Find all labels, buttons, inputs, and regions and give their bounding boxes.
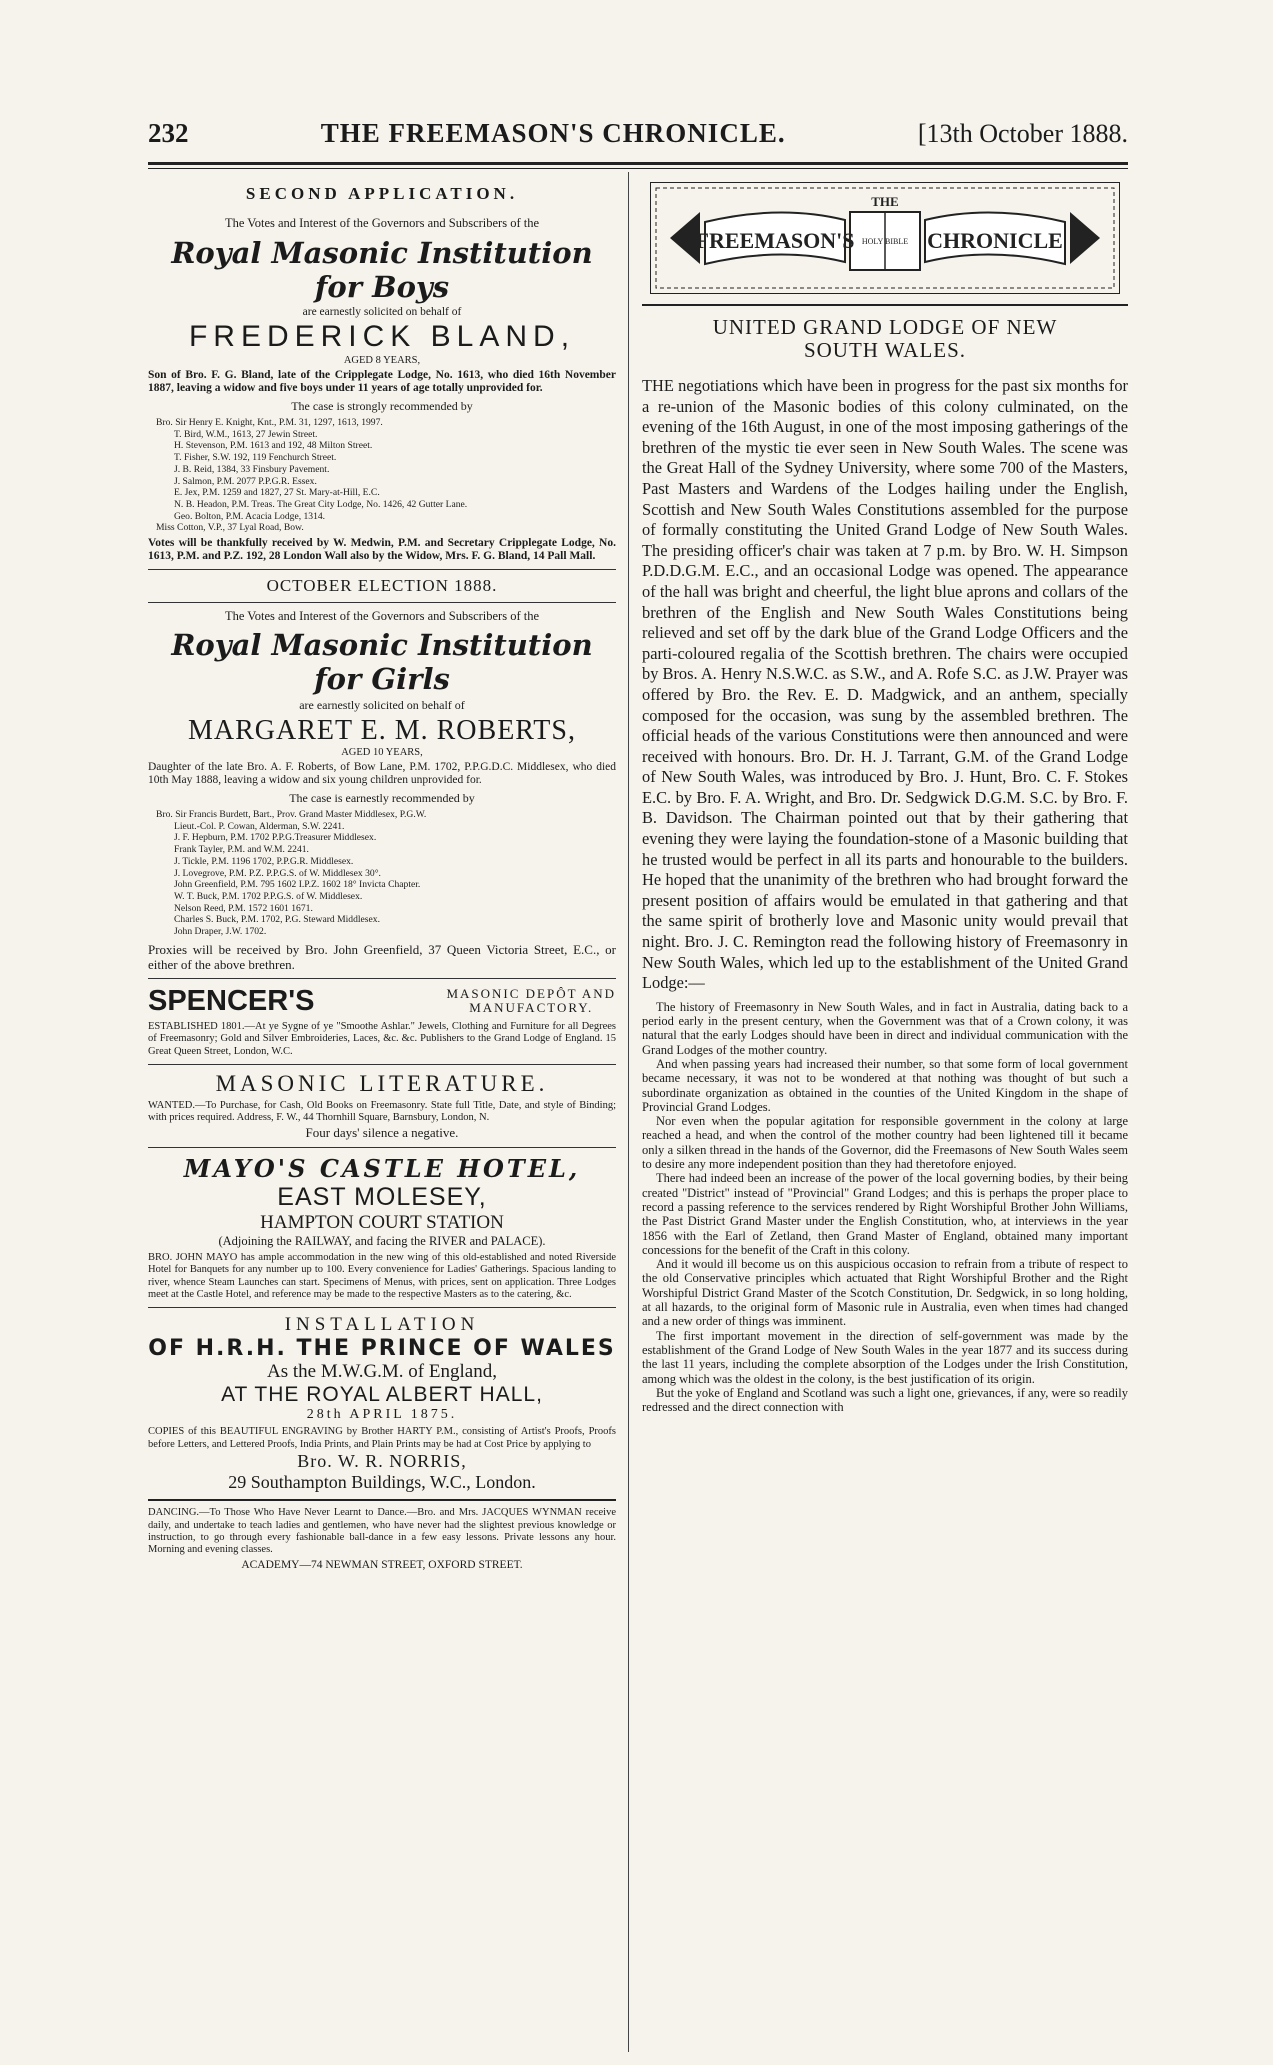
article-paragraph: There had indeed been an increase of the power of the local governing bodies, by their being created "District" instead of "Provincial" Grand Lodges; and this is perhaps the proper place to record a passing reference to the services rendered by Right Worshipful Brother John Williams, the Past District Grand Master under the English Constitution, who, at interviews in the year 1856 with the Earl of Zetland, then Grand Master of England, obtained many important concessions for the benefit of the Craft in this colony. (642, 1171, 1128, 1257)
ad-heading: SECOND APPLICATION. (245, 184, 519, 203)
hotel-name: MAYO'S CASTLE HOTEL, (183, 1153, 581, 1183)
ad-heading: OCTOBER ELECTION 1888. (266, 576, 498, 596)
article-paragraph: The history of Freemasonry in New South Wales, and in fact in Australia, dating back to a period early in the present century, when the Government was that of a Crown colony, it was natural that the early Lodges should have been in direct and individual communication with the Grand Lodges of the mother country. (642, 999, 1128, 1057)
spencers-body: ESTABLISHED 1801.—At ye Sygne of ye "Smoothe Ashlar." Jewels, Clothing and Furniture for all Degrees of Freemasonry; Gold and Silver Embroideries, Laces, &c. &c. Publishers to the Grand Lodge of England. 15 Great Queen Street, London, W.C. (148, 1020, 616, 1057)
article-united-grand-lodge (642, 316, 1128, 1414)
article-history (642, 1000, 1128, 1415)
list-item: J. F. Hepburn, P.M. 1702 P.P.G.Treasurer Middlesex. (174, 832, 377, 844)
hotel-station: HAMPTON COURT STATION (260, 1211, 504, 1233)
candidate-age: AGED 10 YEARS, (341, 747, 423, 759)
article-paragraph-lead: THE negotiations which have been in progress for the past six months for a re-union of the Masonic bodies of this colony culminated, on the evening of the 16th August, in one of the most imposing gatherings of the brethren of the mystic tie ever seen in New South Wales. The scene was the Great Hall of the Sydney University, where some 700 of the Masters, Past Masters and Wardens of the Lodges hailing under the English, Scottish and New South Wales Constitutions assembled for the purpose of formally constituting the United Grand Lodge of New South Wales. The presiding officer's chair was taken at 7 p.m. by Bro. W. H. Simpson P.D.D.G.M. E.C., and an occasional Lodge was opened. The appearance of the hall was bright and cheerful, the light blue aprons and collars of the brethren of the English and New South Wales Constitutions being relieved and set off by the dark blue of the Grand Lodge Officers and the parti-coloured regalia of the Scottish brethren. The chairs were occupied by Bros. A. Henry N.S.W.C. as S.W., and A. Rofe S.C. as J.W. Prayer was offered by Bro. the Rev. E. D. Madgwick, and an anthem, specially composed for the occasion, was sung by the assembled brethren. The official heads of the various Constitutions were then announced and were received with honours. Bro. Dr. H. J. Tarrant, G.M. of the Grand Lodge of New South Wales, was introduced by Bro. J. Hunt, Bro. C. F. Stokes E.C. by Bro. F. A. Wright, and Bro. Dr. Sedgwick D.G.M. S.C. by Bro. F. B. Davidson. The Chairman pointed out that by their gathering that evening they were laying the foundation-stone of a Masonic building that he trusted would be perfect in all its parts and honourable to the builders. He hoped that the unanimity of the brethren who had brought forward the present position of affairs would be emulated in that gathering and that the same spirit of brotherly love and Masonic unity would prevail that night. Bro. J. C. Remington read the following history of Freemasonry in New South Wales, which led up to the establishment of the United Grand Lodge:— (642, 376, 1128, 993)
institution-name: Royal Masonic Institution for Boys (171, 236, 593, 304)
candidate-description: Daughter of the late Bro. A. F. Roberts, of Bow Lane, P.M. 1702, P.P.G.D.C. Middlesex, who died 10th May 1888, leaving a widow and six young children unprovided for. (148, 761, 616, 787)
masthead-word2: CHRONICLE (927, 228, 1063, 253)
installation-bro: Bro. W. R. NORRIS, (297, 1451, 467, 1472)
recommended-line: The case is strongly recommended by (291, 399, 473, 413)
divider (148, 602, 616, 603)
divider (148, 1499, 616, 1501)
divider (148, 978, 616, 979)
spencers-title (446, 987, 616, 1015)
candidate-name: MARGARET E. M. ROBERTS, (188, 715, 576, 747)
article-paragraph: The first important movement in the direction of self-government was made by the establishment of the Grand Lodge of New South Wales in the year 1877 and its success during the last 11 years, including the complete absorption of the Lodges under the Irish Constitution, among which was the oldest in the colony, is the best justification of its origin. (642, 1328, 1128, 1386)
list-item: Nelson Reed, P.M. 1572 1601 1671. (174, 902, 313, 914)
list-item: E. Jex, P.M. 1259 and 1827, 27 St. Mary-at-Hill, E.C. (174, 487, 380, 499)
literature-footer: Four days' silence a negative. (305, 1124, 459, 1140)
installation-body: COPIES of this BEAUTIFUL ENGRAVING by Brother HARTY P.M., consisting of Artist's Proofs, Proofs before Letters, and Lettered Proofs, India Prints, and Plain Prints may be had at Cost Price by applying to (148, 1426, 616, 1450)
votes-line: The Votes and Interest of the Governors and Subscribers of the (224, 609, 540, 624)
list-item: Geo. Bolton, P.M. Acacia Lodge, 1314. (174, 510, 326, 522)
ad-masonic-literature (148, 1071, 616, 1141)
ad-spencers (148, 985, 616, 1058)
dancing-body: DANCING.—To Those Who Have Never Learnt to Dance.—Bro. and Mrs. JACQUES WYNMAN receive daily, and undertake to teach ladies and gentlemen, who have never had the slightest previous knowledge or instruction, to go through every fashionable ball-dance in a few easy lessons. Private lessons any hour. Morning and evening classes. (148, 1507, 616, 1556)
page-header (148, 118, 1128, 158)
list-item: Miss Cotton, V.P., 37 Lyal Road, Bow. (156, 522, 304, 534)
literature-heading: MASONIC LITERATURE. (215, 1070, 549, 1096)
hotel-location: EAST MOLESEY, (277, 1182, 487, 1211)
list-item: W. T. Buck, P.M. 1702 P.P.G.S. of W. Middlesex. (174, 890, 363, 902)
list-item: Bro. Sir Francis Burdett, Bart., Prov. Grand Master Middlesex, P.G.W. (156, 809, 427, 821)
article-paragraph: But the yoke of England and Scotland was such a light one, grievances, if any, were so readily redressed and the direct connection with (642, 1385, 1128, 1415)
masthead-the: THE (871, 194, 899, 209)
hotel-adjoining: (Adjoining the RAILWAY, and facing the RIVER and PALACE). (218, 1233, 546, 1248)
list-item: T. Fisher, S.W. 192, 119 Fenchurch Street. (174, 452, 337, 464)
list-item: H. Stevenson, P.M. 1613 and 192, 48 Milton Street. (174, 440, 373, 452)
ad-dancing (148, 1507, 616, 1571)
installation-of-line: OF H.R.H. THE PRINCE OF WALES (148, 1336, 616, 1362)
spencers-title-line2: MANUFACTORY. (469, 1000, 594, 1016)
installation-heading: INSTALLATION (284, 1314, 480, 1336)
divider (148, 1064, 616, 1065)
installation-as-line: As the M.W.G.M. of England, (267, 1361, 497, 1383)
votes-received: Votes will be thankfully received by W. Medwin, P.M. and Secretary Cripplegate Lodge, No. 1613, P.M. and P.Z. 192, 28 London Wall also by the Widow, Mrs. F. G. Bland, 14 Pall Mall. (148, 537, 616, 563)
installation-date: 28th APRIL 1875. (306, 1407, 458, 1423)
divider (148, 1147, 616, 1148)
ad-girls-institution (148, 576, 616, 972)
masthead-word1: FREEMASON'S (695, 228, 855, 253)
divider (148, 1307, 616, 1308)
list-item: Frank Tayler, P.M. and W.M. 2241. (174, 844, 309, 856)
article-title-line2: SOUTH WALES. (803, 338, 967, 362)
ad-boys-institution (148, 184, 616, 563)
article-title (642, 316, 1128, 362)
installation-address: 29 Southampton Buildings, W.C., London. (228, 1472, 536, 1493)
column-divider (628, 172, 629, 2052)
hotel-body: BRO. JOHN MAYO has ample accommodation in the new wing of this old-established and noted Riverside Hotel for Banquets for any number up to 100. Every convenience for Ladies' Gatherings. Spacious landing to river, whence Steam Launches can start. Specimens of Menus, with prices, sent on application. Three Lodges meet at the Castle Hotel, and reference may be made to the respective Masters as to the catering, &c. (148, 1251, 616, 1301)
votes-line: The Votes and Interest of the Governors and Subscribers of the (224, 216, 540, 230)
list-item: J. Lovegrove, P.M. P.Z. P.P.G.S. of W. Middlesex 30°. (174, 867, 381, 879)
spencers-title-line1: MASONIC DEPÔT AND (446, 986, 616, 1002)
divider (148, 569, 616, 570)
candidate-age: AGED 8 YEARS, (343, 355, 421, 366)
list-item: T. Bird, W.M., 1613, 27 Jewin Street. (174, 428, 318, 440)
list-item: J. Tickle, P.M. 1196 1702, P.P.G.R. Middlesex. (174, 855, 354, 867)
spencers-name: SPENCER'S (148, 984, 315, 1017)
list-item: John Draper, J.W. 1702. (174, 926, 267, 938)
candidate-name: FREDERICK BLAND, (188, 320, 576, 353)
ad-mayos-hotel (148, 1154, 616, 1302)
issue-date: [13th October 1888. (917, 119, 1128, 148)
article-paragraph: And it would ill become us on this auspicious occasion to refrain from a tribute of respect to the old Conservative principles which actuated that Right Worshipful Brother and the Right Worshipful District Grand Master of the Scotch Constitution, Dr. Sedgwick, in so long holding, at all hazards, to the original form of Masonic rule in Australia, even when times had changed and a new order of things was imminent. (642, 1257, 1128, 1329)
left-column (148, 178, 616, 2048)
header-rule (148, 162, 1128, 165)
article-paragraph: And when passing years had increased their number, so that some form of local government became necessary, it was not to be wondered at that nothing was thought of but such a subordinate organization as obtained in the counties of the United Kingdom in the shape of Provincial Grand Lodges. (642, 1057, 1128, 1114)
list-item: N. B. Headon, P.M. Treas. The Great City Lodge, No. 1426, 42 Gutter Lane. (174, 498, 468, 510)
freemasons-chronicle-masthead (650, 182, 1120, 294)
divider (642, 304, 1128, 306)
list-item: J. Salmon, P.M. 2077 P.P.G.R. Essex. (174, 475, 317, 487)
publication-title: THE FREEMASON'S CHRONICLE. (320, 118, 786, 148)
candidate-description: Son of Bro. F. G. Bland, late of the Cripplegate Lodge, No. 1613, who died 16th November 1887, leaving a widow and five boys under 11 years of age totally unprovided for. (148, 369, 616, 394)
article-paragraph: Nor even when the popular agitation for responsible government in the colony at large reached a head, and when the control of the mother country had been lightened till it became only a silken thread in the hands of the Governor, did the Freemasons of New South Wales seem to desire any more independent position than they had theretofore enjoyed. (642, 1114, 1128, 1172)
header-rule-thin (148, 168, 1128, 169)
page-number: 232 (148, 118, 189, 148)
recommended-line: The case is earnestly recommended by (289, 791, 475, 806)
solicited-line: are earnestly solicited on behalf of (302, 306, 462, 318)
list-item: Charles S. Buck, P.M. 1702, P.G. Steward Middlesex. (174, 914, 380, 926)
literature-body: WANTED.—To Purchase, for Cash, Old Books on Freemasonry. State full Title, Date, and style of Binding; with prices required. Address, F. W., 44 Thornhill Square, Barnsbury, London, N. (148, 1099, 616, 1124)
masthead-bible: HOLY BIBLE (861, 237, 909, 246)
article-title-line1: UNITED GRAND LODGE OF NEW (712, 315, 1058, 339)
recommenders-list (148, 809, 616, 938)
installation-at-line: AT THE ROYAL ALBERT HALL, (221, 1383, 543, 1407)
list-item: Lieut.-Col. P. Cowan, Alderman, S.W. 2241. (174, 820, 345, 832)
recommenders-list (148, 417, 616, 534)
right-column (642, 178, 1128, 2048)
list-item: John Greenfield, P.M. 795 1602 I.P.Z. 1602 18° Invicta Chapter. (174, 879, 421, 891)
ad-installation (148, 1314, 616, 1493)
institution-name: Royal Masonic Institution for Girls (171, 628, 593, 697)
dancing-academy: ACADEMY—74 NEWMAN STREET, OXFORD STREET. (241, 1558, 523, 1571)
list-item: Bro. Sir Henry E. Knight, Knt., P.M. 31, 1297, 1613, 1997. (156, 417, 383, 428)
solicited-line: are earnestly solicited on behalf of (299, 698, 465, 713)
proxies-note: Proxies will be received by Bro. John Greenfield, 37 Queen Victoria Street, E.C., or either of the above brethren. (148, 941, 616, 972)
list-item: J. B. Reid, 1384, 33 Finsbury Pavement. (174, 463, 330, 475)
